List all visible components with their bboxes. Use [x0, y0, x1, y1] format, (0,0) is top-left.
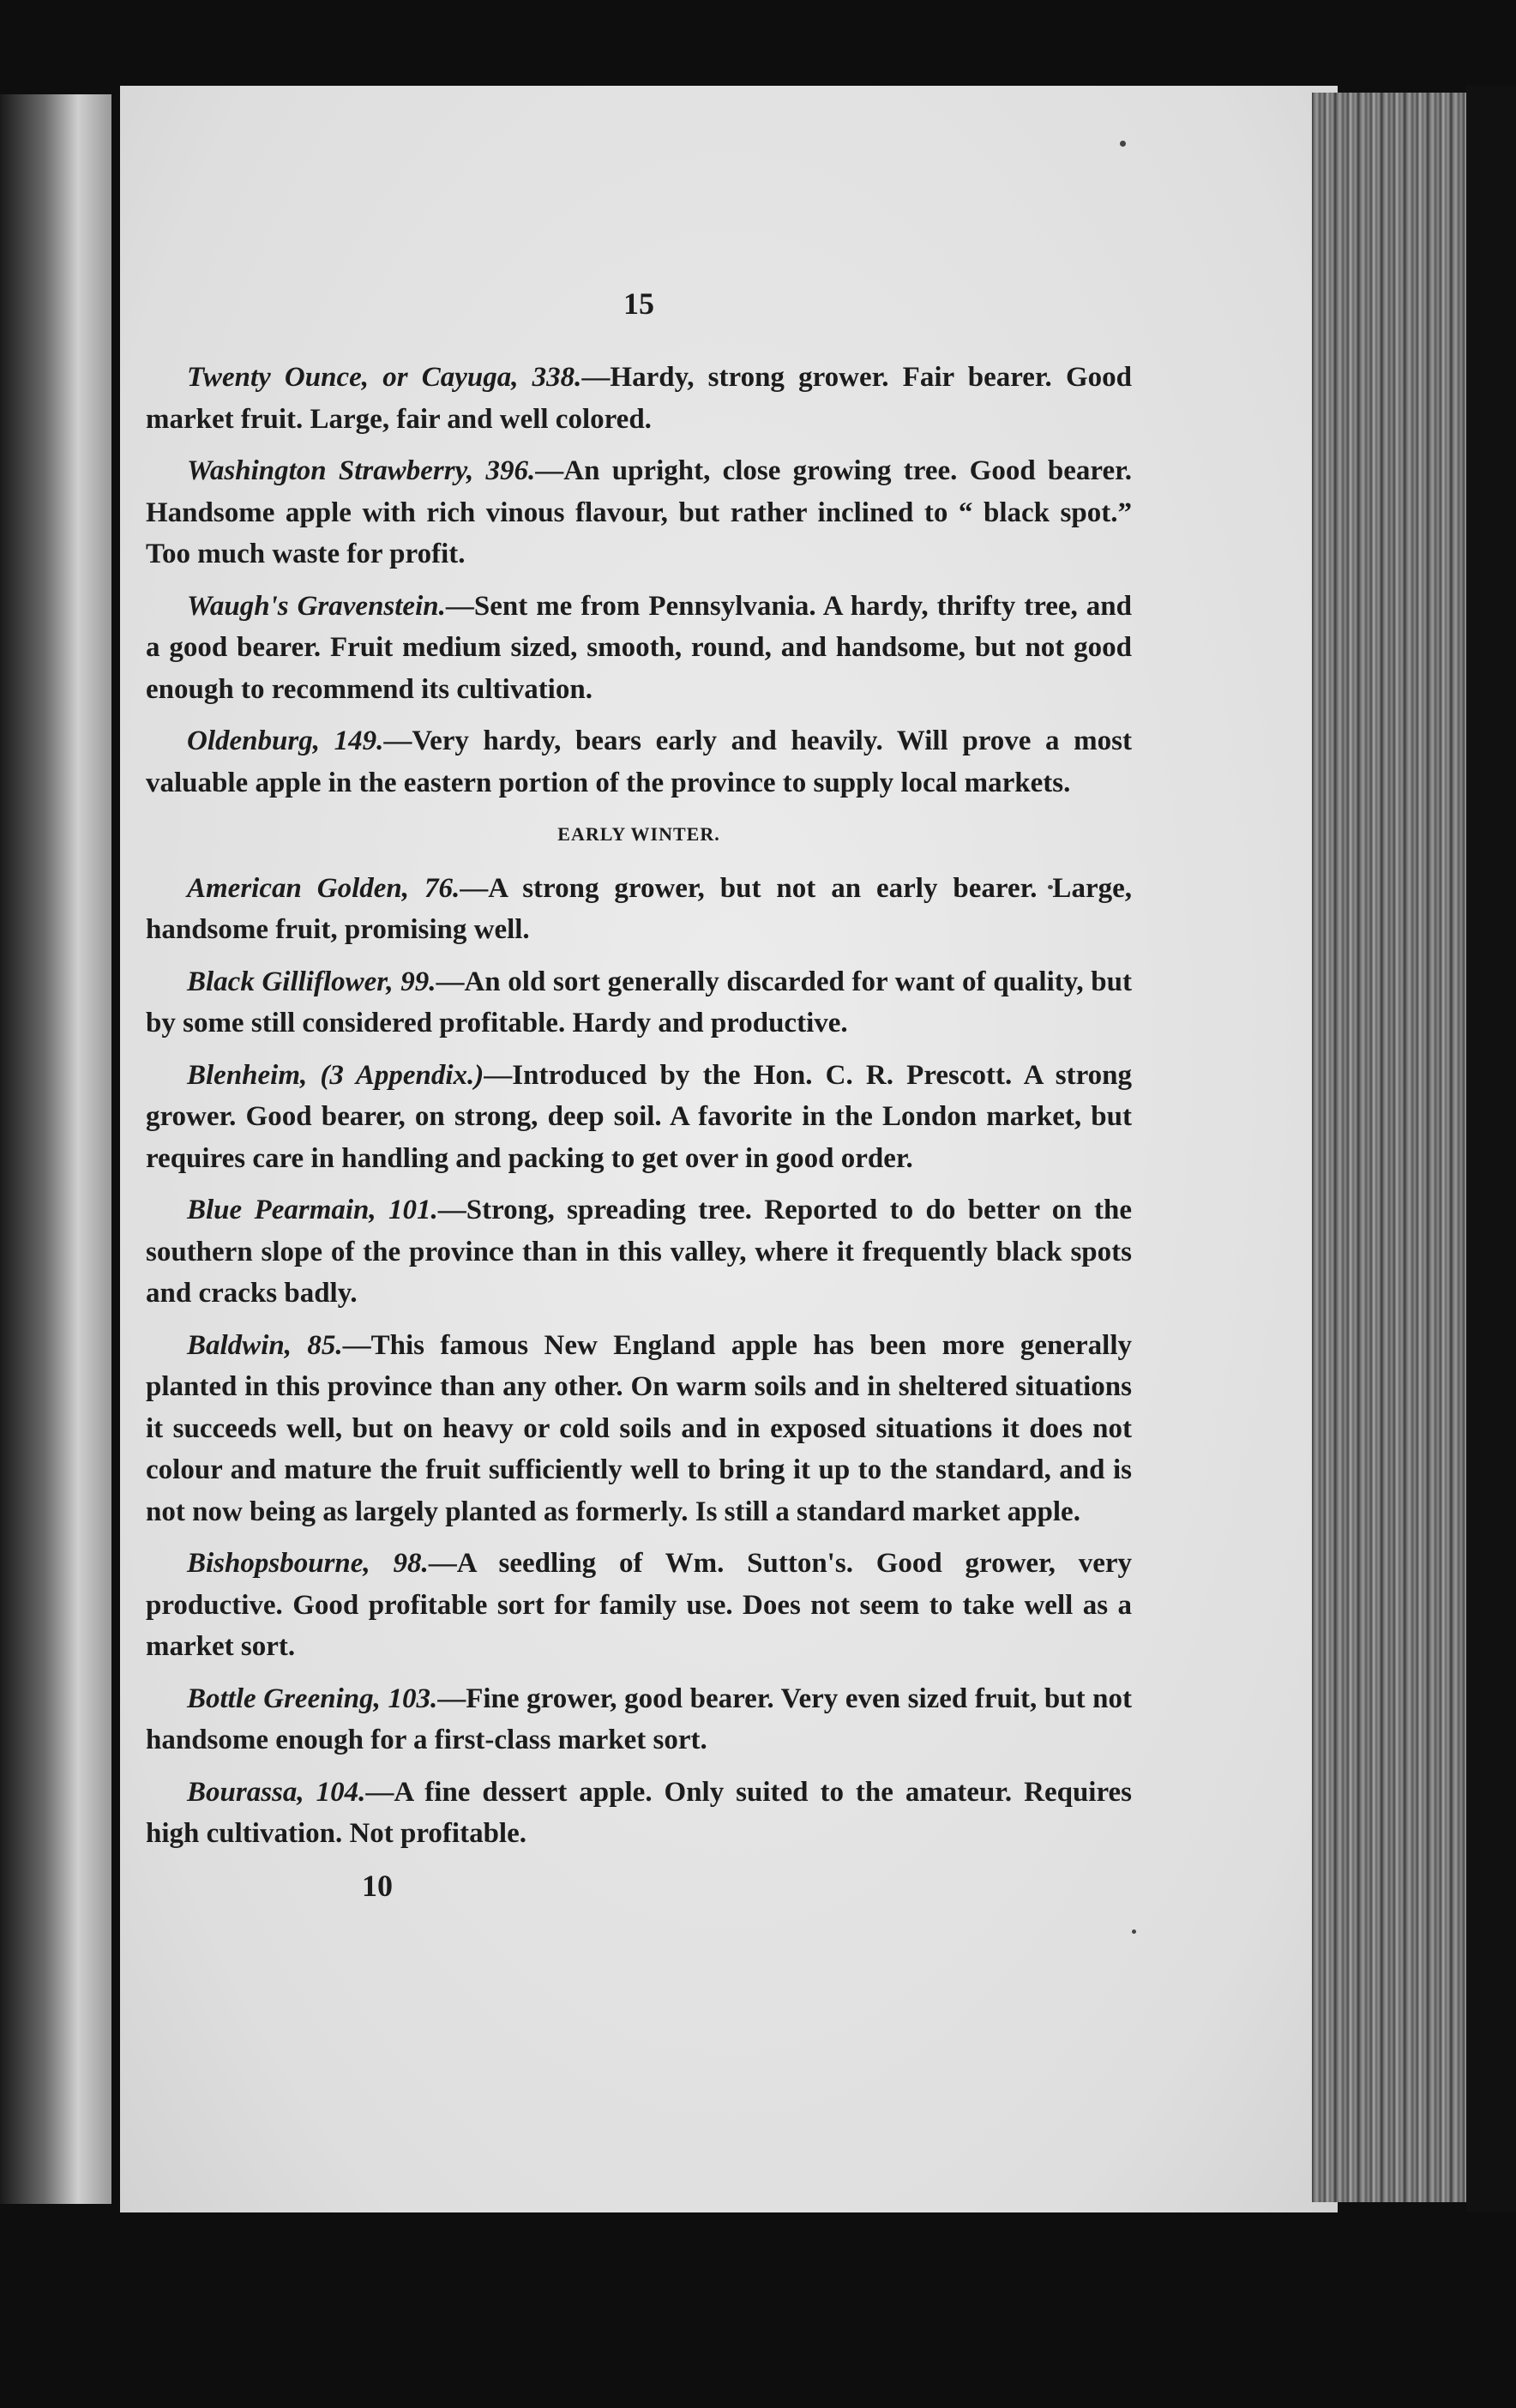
- signature-mark: 10: [362, 1868, 393, 1903]
- variety-entry: [146, 961, 1132, 1044]
- variety-entry: [146, 720, 1132, 804]
- variety-entry: [146, 357, 1132, 440]
- variety-description: —An upright, close growing tree. Good bearer. Handsome apple with rich vinous flavour, but rather inclined to “ black spot.” Too much waste for profit.: [146, 455, 1132, 569]
- variety-name: Black Gilliflower, 99.: [187, 966, 436, 997]
- section-heading: EARLY WINTER.: [557, 823, 720, 845]
- variety-entry: [146, 1055, 1132, 1180]
- ink-speck: [1132, 1929, 1136, 1934]
- variety-entry: [146, 1678, 1132, 1761]
- page-number: 15: [623, 286, 654, 321]
- variety-name: Bottle Greening, 103.: [187, 1683, 438, 1714]
- variety-description: —This famous New England apple has been more generally planted in this province than any other. On warm soils and in sheltered situations it succeeds well, but on heavy or cold soils and in exposed situations it does not colour and mature the fruit sufficiently well to bring it up to the standard, and is not now being as largely planted as formerly. Is still a standard market apple.: [146, 1329, 1132, 1527]
- variety-description: —A strong grower, but not an early bearer. Large, handsome fruit, promising well.: [146, 872, 1132, 945]
- variety-description: —Fine grower, good bearer. Very even sized fruit, but not handsome enough for a first-class market sort.: [146, 1683, 1132, 1755]
- variety-entry: [146, 1189, 1132, 1315]
- variety-entry: [146, 1772, 1132, 1855]
- page-edges: [1312, 93, 1475, 2202]
- variety-description: —Very hardy, bears early and heavily. Will prove a most valuable apple in the eastern portion of the province to supply local markets.: [146, 725, 1132, 798]
- variety-description: —Strong, spreading tree. Reported to do better on the southern slope of the province than in this valley, where it frequently black spots and cracks badly.: [146, 1195, 1132, 1309]
- variety-name: Blenheim, (3 Appendix.): [187, 1059, 484, 1091]
- variety-name: Bishopsbourne, 98.: [187, 1548, 429, 1579]
- variety-entry: [146, 450, 1132, 575]
- variety-name: Waugh's Gravenstein.: [187, 590, 446, 622]
- variety-entry: [146, 868, 1132, 951]
- variety-name: Bourassa, 104.: [187, 1776, 366, 1808]
- variety-entry: [146, 586, 1132, 711]
- variety-name: Blue Pearmain, 101.: [187, 1195, 438, 1225]
- variety-description: —A seedling of Wm. Sutton's. Good grower, very productive. Good profitable sort for family use. Does not seem to take well as a market sort.: [146, 1548, 1132, 1662]
- left-page-edge: [0, 94, 111, 2204]
- variety-description: —Introduced by the Hon. C. R. Prescott. A strong grower. Good bearer, on strong, deep soil. A favorite in the London market, but requires care in handling and packing to get over in good order.: [146, 1059, 1132, 1174]
- variety-name: Washington Strawberry, 396.: [187, 455, 536, 486]
- variety-description: —An old sort generally discarded for want of quality, but by some still considered profitable. Hardy and productive.: [146, 966, 1132, 1038]
- book-cover-edge: [1466, 86, 1516, 2212]
- variety-entry: [146, 1325, 1132, 1533]
- variety-name: American Golden, 76.: [187, 872, 460, 904]
- page-text: [146, 283, 1132, 1906]
- variety-description: —Sent me from Pennsylvania. A hardy, thrifty tree, and a good bearer. Fruit medium sized, smooth, round, and handsome, but not good enough to recommend its cultivation.: [146, 590, 1132, 705]
- variety-name: Twenty Ounce, or Cayuga, 338.: [187, 362, 582, 393]
- variety-description: —A fine dessert apple. Only suited to the amateur. Requires high cultivation. Not profitable.: [146, 1776, 1133, 1849]
- variety-name: Baldwin, 85.: [187, 1329, 343, 1361]
- variety-name: Oldenburg, 149.: [187, 725, 384, 756]
- variety-entry: [146, 1543, 1132, 1668]
- ink-speck: [1120, 141, 1126, 147]
- variety-description: —Hardy, strong grower. Fair bearer. Good market fruit. Large, fair and well colored.: [146, 362, 1132, 435]
